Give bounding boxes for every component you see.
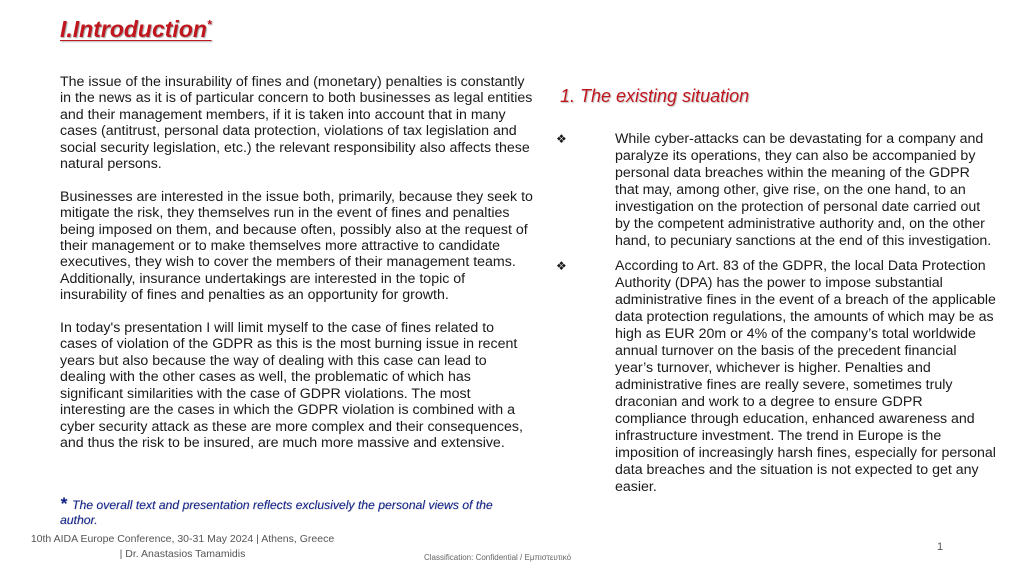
diamond-bullet-icon: ❖ [556,132,567,146]
footnote-asterisk: * [60,494,67,513]
intro-paragraph-3: In today's presentation I will limit myself to the case of fines related to cases of violation of the GDPR as this is the most burning issue in recent years but also because the way of dealing with this case can lead to dealing with the other cases as well, the problematic of which has significant similarities with the case of GDPR violations. The most interesting are the cases in which the GDPR violation is combined with a cyber security attack as these are more complex and their consequences, and thus the risk to be insured, are much more massive and extensive. [60,320,523,451]
left-column [60,74,535,468]
bullet-list [556,131,996,504]
intro-paragraph-2: Businesses are interested in the issue both, primarily, because they seek to mitigate the risk, they themselves run in the event of fines and penalties being imposed on them, and because often, possibly also at the request of their management or to make themselves more attractive to candidate executives, they wish to cover the members of their management teams. Additionally, insurance undertakings are interested in the topic of insurability of fines and penalties as an opportunity for growth. [60,188,533,304]
intro-paragraph-1: The issue of the insurability of fines and (monetary) penalties is constantly in the news as it is of particular concern to both businesses as legal entities and their management members, if it is taken into account that in many cases (antitrust, personal data protection, violations of tax legislation and social security legislation, etc.) the relevant responsibility also affects these natural persons. [60,74,533,173]
author-footnote [60,496,530,528]
bullet-text-2: According to Art. 83 of the GDPR, the local Data Protection Authority (DPA) has the power to impose substantial administrative fines in the event of a breach of the applicable data protection regulations, the amounts of which may be as high as EUR 20m or 4% of the company’s total worldwide annual turnover on the basis of the precedent financial year’s turnover, whichever is higher. Penalties and administrative fines are really severe, sometimes truly draconian and work to a degree to ensure GDPR compliance through education, enhanced awareness and infrastructure investment. The trend in Europe is the imposition of increasingly harsh fines, especially for personal data breaches and the situation is not expected to get any easier. [615,258,996,495]
diamond-bullet-icon: ❖ [556,259,567,273]
footer-conference: 10th AIDA Europe Conference, 30-31 May 2024 | Athens, Greece | Dr. Anastasios Tamamidis [30,533,335,560]
footer-classification: Classification: Confidential / Εμπιστευτικό [424,553,572,562]
title-asterisk: * [206,17,212,32]
page-number: 1 [937,541,944,553]
slide-title-text: I.Introduction [60,16,207,42]
bullet-item [556,258,996,496]
footnote-text: The overall text and presentation reflects exclusively the personal views of the author. [60,498,493,527]
section-subheading: 1. The existing situation [560,86,750,106]
slide-title [60,16,212,43]
bullet-item [556,131,996,250]
bullet-text-1: While cyber-attacks can be devastating for a company and paralyze its operations, they can also be accompanied by personal data breaches within the meaning of the GDPR that may, among other, give rise, on the one hand, to an investigation on the protection of personal date carried out by the competent administrative authority and, on the other hand, to pecuniary sanctions at the end of this investigation. [615,131,992,249]
